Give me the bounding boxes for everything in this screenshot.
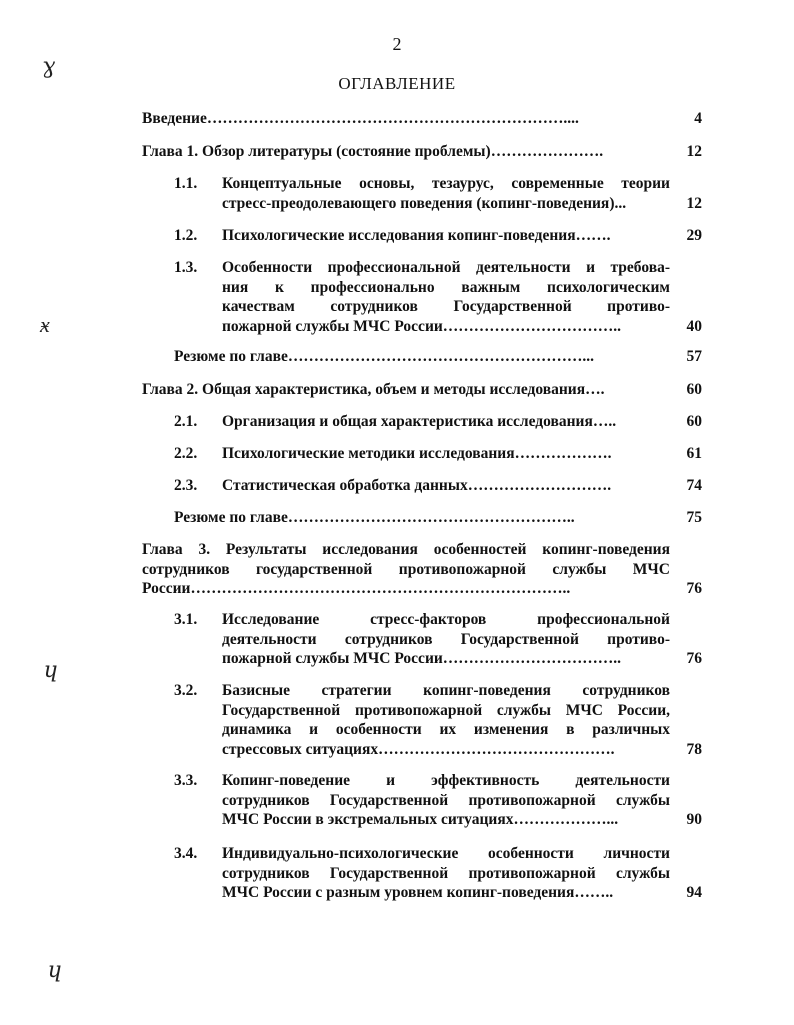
toc-entry-line: Психологические методики исследования………………. xyxy=(222,445,612,462)
margin-mark-icon: ӿ xyxy=(40,313,50,338)
toc-entry-line: Глава 3. Результаты исследования особенностей копинг-поведения xyxy=(142,541,670,558)
page-ref: 94 xyxy=(686,884,702,901)
toc-entry[interactable] xyxy=(142,142,662,162)
toc-entry-line: Психологические исследования копинг-поведения……. xyxy=(222,227,611,244)
toc-entry-line: ния к профессионально важным психологическим xyxy=(222,278,670,296)
section-number: 1.3. xyxy=(174,259,198,276)
toc-entry[interactable] xyxy=(222,444,670,464)
toc-entry-line: Особенности профессиональной деятельности и требова- xyxy=(222,259,670,276)
section-number: 3.2. xyxy=(174,682,198,699)
toc-entry-line: Концептуальные основы, тезаурус, современные теории xyxy=(222,175,670,192)
toc-entry[interactable] xyxy=(174,347,662,367)
toc-entry[interactable] xyxy=(222,681,670,759)
toc-entry-line: Глава 1. Обзор литературы (состояние проблемы)…………………. xyxy=(142,143,604,160)
toc-entry[interactable] xyxy=(222,844,670,903)
toc-entry[interactable] xyxy=(222,476,670,496)
toc-entry[interactable] xyxy=(222,610,670,669)
toc-entry-line: стрессовых ситуациях………………………………………. xyxy=(222,740,615,758)
toc-entry-line: сотрудников Государственной противопожарной службы xyxy=(222,864,670,882)
toc-entry-line: Резюме по главе……………………………………………….. xyxy=(174,509,575,526)
toc-entry[interactable] xyxy=(222,226,670,246)
section-number: 3.3. xyxy=(174,772,198,789)
toc-entry[interactable] xyxy=(222,771,670,830)
toc-entry-line: качествам сотрудников Государственной противо- xyxy=(222,298,670,315)
toc-entry[interactable] xyxy=(222,258,670,336)
toc-entry-line: Копинг-поведение и эффективность деятельности xyxy=(222,772,670,789)
toc-entry-line: Индивидуально-психологические особенности личности xyxy=(222,845,670,862)
page-ref: 76 xyxy=(686,580,702,597)
page-ref: 29 xyxy=(686,227,702,244)
toc-entry-line: Глава 2. Общая характеристика, объем и методы исследования…. xyxy=(142,381,605,398)
page-number: 2 xyxy=(392,34,402,54)
toc-entry-line: России……………………………………………………………….. xyxy=(142,580,571,597)
toc-entry-line: Резюме по главе…………………………………………………... xyxy=(174,348,594,365)
toc-entry-line: МЧС России с разным уровнем копинг-поведения…….. xyxy=(222,884,614,901)
toc-entry[interactable] xyxy=(142,380,662,400)
toc-entry-line: пожарной службы МЧС России…………………………….. xyxy=(222,650,622,667)
toc-entry-line: Введение…………………………………………………………….... xyxy=(142,110,579,127)
section-number: 1.1. xyxy=(174,175,198,192)
page-ref: 74 xyxy=(686,477,702,494)
toc-entry-line: Базисные стратегии копинг-поведения сотрудников xyxy=(222,682,670,699)
margin-mark-icon: ɥ xyxy=(44,658,59,683)
toc-entry-line: Исследование стресс-факторов профессиональной xyxy=(222,611,670,628)
page-ref: 75 xyxy=(686,509,702,526)
page-ref: 12 xyxy=(686,143,702,160)
page-ref: 60 xyxy=(686,413,702,430)
toc-title: ОГЛАВЛЕНИЕ xyxy=(338,74,456,93)
section-number: 1.2. xyxy=(174,227,198,244)
toc-entry-line: Организация и общая характеристика исследования….. xyxy=(222,413,617,430)
page-ref: 78 xyxy=(686,740,702,758)
section-number: 3.1. xyxy=(174,611,198,628)
page-ref: 60 xyxy=(686,381,702,398)
toc-entry-line: МЧС России в экстремальных ситуациях………………... xyxy=(222,811,619,828)
page-ref: 57 xyxy=(686,348,702,365)
page-ref: 40 xyxy=(686,317,702,335)
toc-entry-line: сотрудников государственной противопожарной службы МЧС xyxy=(142,560,670,578)
toc-entry-line: Статистическая обработка данных………………………. xyxy=(222,477,612,494)
toc-entry[interactable] xyxy=(142,540,670,599)
toc-entry[interactable] xyxy=(142,109,662,129)
toc-entry-line: динамика и особенности их изменения в различных xyxy=(222,721,670,738)
toc-entry-line: деятельности сотрудников Государственной противо- xyxy=(222,630,670,648)
toc-entry[interactable] xyxy=(174,508,662,528)
section-number: 2.3. xyxy=(174,477,198,494)
toc-entry-line: Государственной противопожарной службы МЧС России, xyxy=(222,701,670,719)
section-number: 2.2. xyxy=(174,445,198,462)
section-number: 3.4. xyxy=(174,845,198,862)
section-number: 2.1. xyxy=(174,413,198,430)
page-ref: 90 xyxy=(686,811,702,828)
toc-entry-line: стресс-преодолевающего поведения (копинг-поведения)... xyxy=(222,194,627,212)
toc-entry[interactable] xyxy=(222,174,670,213)
toc-entry-line: сотрудников Государственной противопожарной службы xyxy=(222,791,670,809)
page-ref: 4 xyxy=(694,110,702,127)
toc-entry-line: пожарной службы МЧС России…………………………….. xyxy=(222,317,622,335)
page-ref: 61 xyxy=(686,445,702,462)
margin-mark-icon: ɥ xyxy=(48,958,63,983)
page-ref: 76 xyxy=(686,650,702,667)
margin-mark-icon: ɣ xyxy=(42,54,56,79)
page-ref: 12 xyxy=(686,194,702,212)
toc-entry[interactable] xyxy=(222,412,670,432)
